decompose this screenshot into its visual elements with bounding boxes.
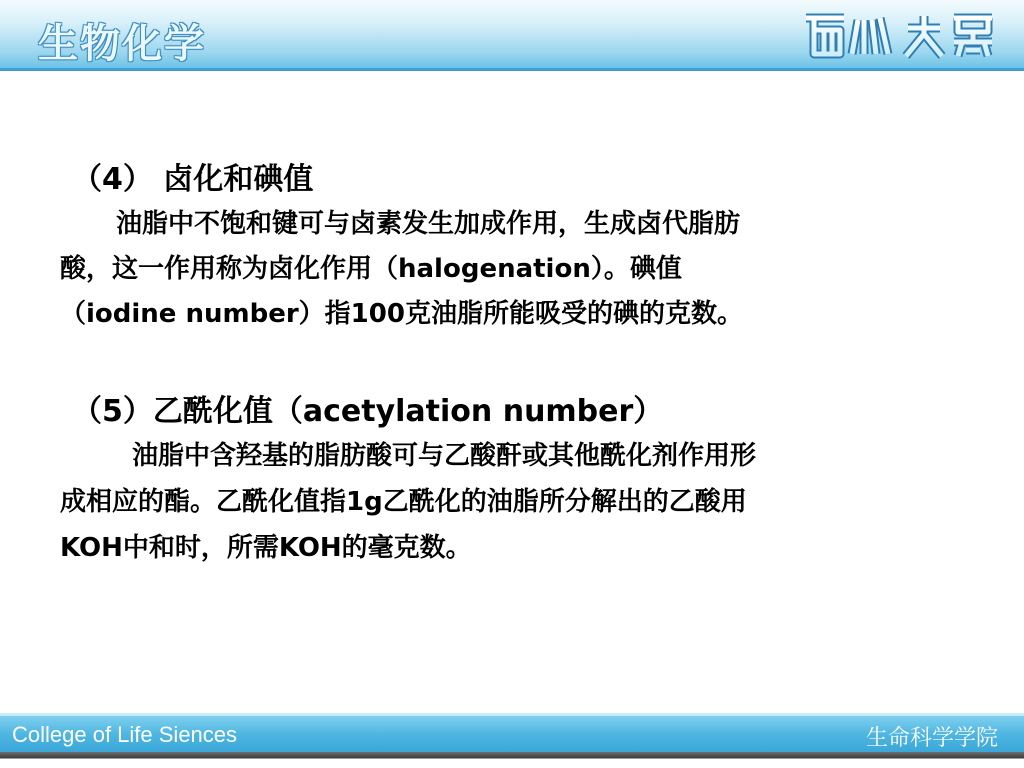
footer-base-strip [0,752,1024,768]
section-5-heading: （5）乙酰化值（acetylation number） [72,394,664,429]
section-4-line: （iodine number）指100克油脂所能吸受的碘的克数。 [60,299,743,329]
section-4-heading: （4） 卤化和碘值 [72,162,314,197]
section-4-line: 酸，这一作用称为卤化作用（halogenation）。碘值 [60,254,682,284]
section-5-line: 油脂中含羟基的脂肪酸可与乙酸酐或其他酰化剂作用形 [132,441,757,471]
college-name-chinese: 生命科学学院 [865,726,998,751]
section-5-line: 成相应的酯。乙酰化值指1g乙酰化的油脂所分解出的乙酸用 [60,487,747,517]
college-name-english: College of Life Siences [12,722,238,747]
footer-bar [0,716,1024,752]
course-title: 生物化学 [38,21,206,67]
section-5-line: KOH中和时，所需KOH的毫克数。 [60,533,472,563]
section-4-line: 油脂中不饱和键可与卤素发生加成作用，生成卤代脂肪 [116,209,741,239]
